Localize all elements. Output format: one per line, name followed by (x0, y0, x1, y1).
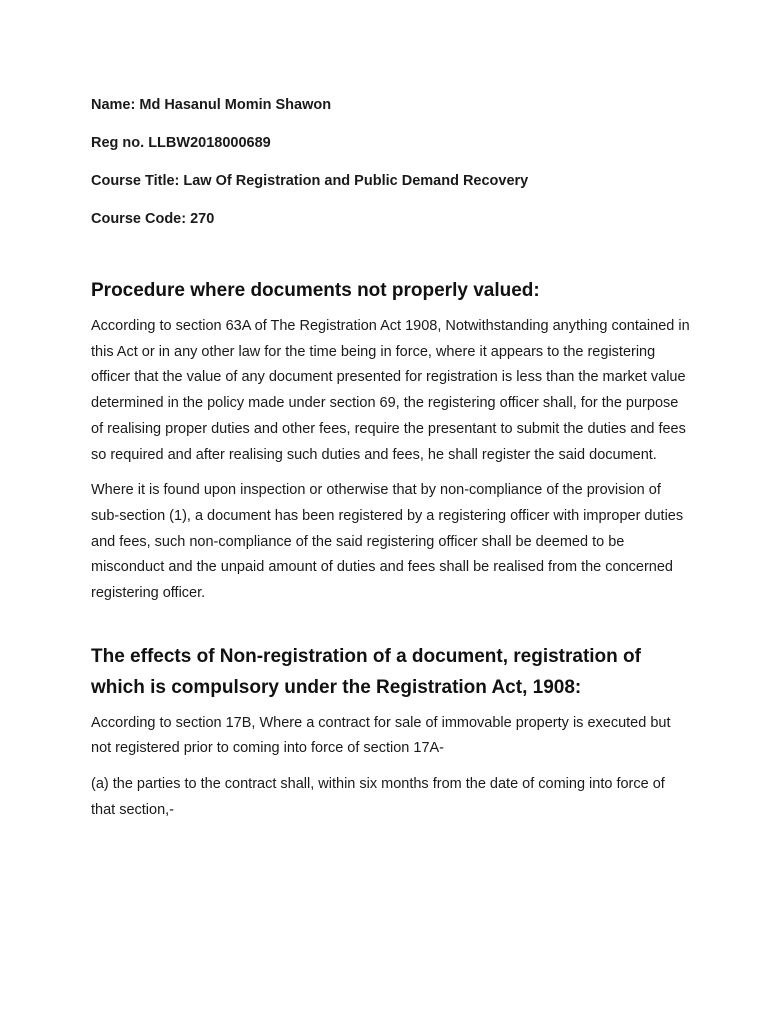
course-code-label: Course Code: (91, 211, 187, 227)
paragraph: Where it is found upon inspection or otherwise that by non-compliance of the provision of sub-section (1), a document has been registered by a registering officer with improper duties and fees, such non-compliance of the said registering officer shall be deemed to be misconduct and the unpaid amount of duties and fees shall be realised from the concerned registering officer. (91, 482, 684, 602)
student-name-line (91, 93, 691, 117)
course-title-label: Course Title: (91, 173, 180, 189)
section-heading-procedure: Procedure where documents not properly valued: (91, 280, 540, 301)
name-label: Name: (91, 97, 136, 113)
document-content (91, 93, 691, 834)
reg-no-line (91, 131, 691, 155)
reg-number: LLBW2018000689 (148, 135, 271, 151)
student-name: Md Hasanul Momin Shawon (139, 97, 332, 113)
course-title-line (91, 169, 691, 193)
paragraph: (a) the parties to the contract shall, within six months from the date of coming into force of that section,- (91, 776, 665, 818)
paragraph: According to section 17B, Where a contract for sale of immovable property is executed but not registered prior to coming into force of section 17A- (91, 714, 671, 757)
paragraph: According to section 63A of The Registration Act 1908, Notwithstanding anything contained in this Act or in any other law for the time being in force, where it appears to the registering officer that the value of any document presented for registration is less than the market value determined in the policy made under section 69, the registering officer shall, for the purpose of realising proper duties and other fees, require the presentant to submit the duties and fees so required and after realising such duties and fees, he shall register the said document. (91, 318, 690, 463)
reg-label: Reg no. (91, 135, 145, 151)
course-code: 270 (190, 211, 215, 227)
course-code-line (91, 207, 691, 231)
section-heading-effects: The effects of Non-registration of a document, registration of which is compulsory under the Registration Act, 1908: (91, 645, 641, 698)
course-title: Law Of Registration and Public Demand Recovery (183, 173, 529, 189)
